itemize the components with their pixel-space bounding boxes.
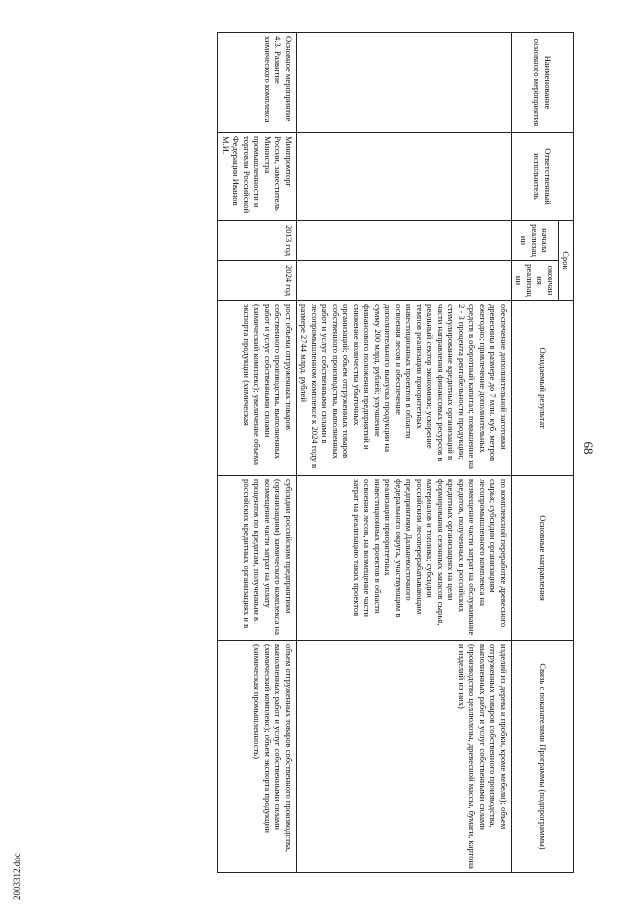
cell-end: 2024 год (218, 261, 296, 301)
cell-name: Основное мероприятие 4.3. Развитие химического комплекса (218, 33, 296, 133)
cell-start (296, 221, 511, 261)
header-name: Наименование основного мероприятия (511, 33, 573, 133)
cell-start: 2013 год (218, 221, 296, 261)
header-executor: Ответственный исполнитель (511, 133, 573, 221)
cell-directions: субсидии российским предприятиям (организациям) химического комплекса на возмещение части затрат на уплату процентов по кредитам, полученным в российских кредитных организациях и в (218, 476, 296, 641)
cell-end (296, 261, 511, 301)
cell-result: обеспечение дополнительной заготовки древесины в размере до 7 млн. куб. метров ежегодно; привлечение дополнительных средств в оборотный капитал; повышение на 2 - 3 процента рентабельности продукции; стимулирование кредитных организаций в части направления финансовых ресурсов в реальный сектор экономики; ускорение темпов реализации приоритетных инвестиционных проектов в области освоения лесов и обеспечение дополнительного выпуска продукции на сумму 200 млрд. рублей; улучшение финансового положения предприятий и снижение количества убыточных организаций; объем отгруженных товаров собственного производства, выполненных работ и услуг собственными силами в лесопромышленном комплексе к 2024 году в размере 2744 млрд. рублей (296, 301, 511, 476)
cell-executor: Минпромторг России, заместитель Министра промышленности и торговли Российской Федерации Иванов М.И. (218, 133, 296, 221)
header-start: начала реализации (511, 221, 558, 261)
header-result: Ожидаемый результат (511, 301, 573, 476)
program-table (38, 32, 574, 872)
cell-link: объем отгруженных товаров собственного производства, выполненных работ и услуг собственными силами (химический комплекс); объем экспорта продукции (химическая промышленность) (218, 641, 296, 873)
header-directions: Основные направления (511, 476, 573, 641)
cell-name (296, 33, 511, 133)
cell-result: рост объема отгруженных товаров собственного производства, выполненных работ и услуг собственными силами (химический комплекс); увеличение объема экспорта продукции (химическая (218, 301, 296, 476)
document-code: 2003312.doc (12, 853, 22, 900)
header-end: окончания реализации (511, 261, 558, 301)
cell-directions: по комплексной переработке древесного сырья; субсидии организациям лесопромышленного комплекса на возмещение части затрат на обслуживание кредитов, полученных в российских кредитных организациях на цели формирования сезонных запасов сырья, материалов и топлива; субсидии российским лесоперерабатывающим предприятиям Дальневосточного федерального округа, участвующим в реализации приоритетных инвестиционных проектов в области освоения лесов, на возмещение части затрат на реализацию таких проектов (296, 476, 511, 641)
table-row (296, 33, 511, 873)
page-number: 68 (581, 441, 596, 455)
cell-executor (296, 133, 511, 221)
cell-link: изделий из дерева и пробки, кроме мебели); объем отгруженных товаров собственного производства, выполненных работ и услуг собственными силами (производство целлюлозы, древесной массы, бумаги, картона и изделий из них) (296, 641, 511, 873)
header-link: Связь с показателями Программы (подпрограммы) (511, 641, 573, 873)
table-row (218, 33, 296, 873)
header-term: Срок (558, 221, 573, 301)
